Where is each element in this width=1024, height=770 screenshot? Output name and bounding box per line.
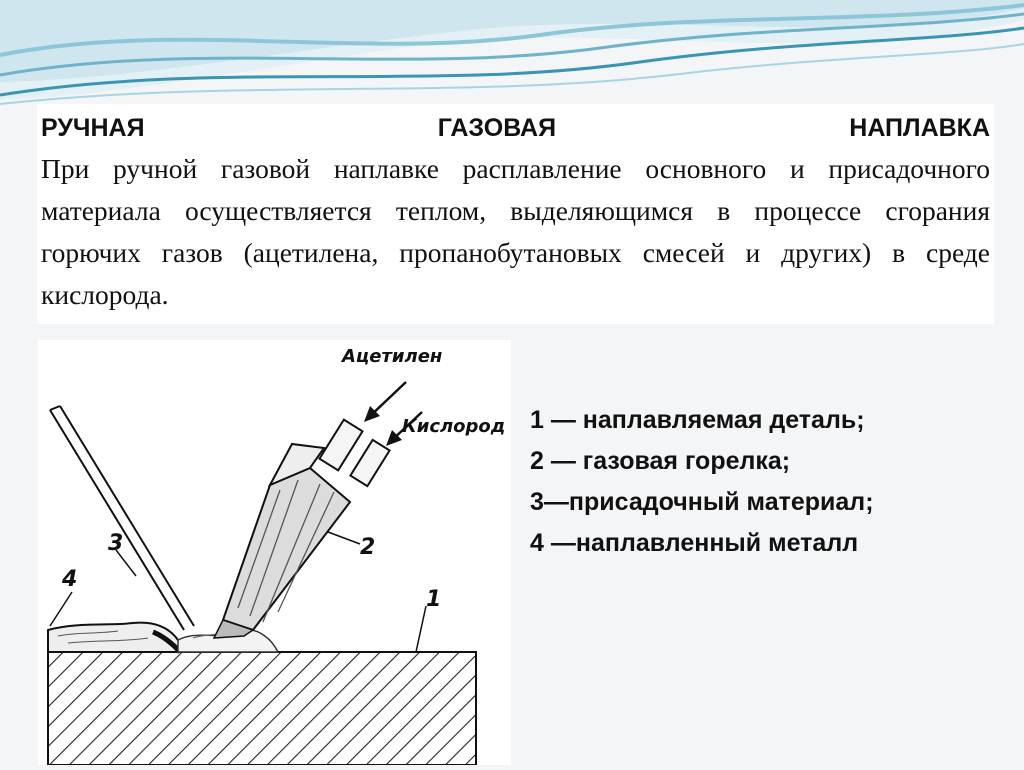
label-3: 3 [108,531,124,556]
label-4: 4 [62,567,78,592]
legend-item-2: 2 — газовая горелка; [530,447,791,475]
leader-line-1 [416,606,426,652]
intro-text-block [37,104,994,324]
label-acetylene: Ацетилен [342,346,443,367]
acetylene-arrow [364,382,406,422]
label-2: 2 [360,535,376,560]
legend-item-1: 1 — наплавляемая деталь; [530,406,865,434]
gas-surfacing-diagram [38,340,511,765]
legend-item-3: 3—присадочный материал; [530,488,874,516]
deposited-metal [48,623,188,652]
leader-line-4 [50,592,72,626]
gas-torch [214,420,390,638]
label-1: 1 [426,587,442,612]
base-part [48,652,476,765]
title-word-3: НАПЛАВКА [849,114,990,142]
diagram-legend [530,400,874,564]
title-word-1: РУЧНАЯ [41,114,145,142]
header-waves [0,0,1024,110]
label-oxygen: Кислород [402,416,506,437]
title-word-2: ГАЗОВАЯ [437,114,557,142]
legend-item-4: 4 —наплавленный металл [530,529,859,557]
slide-title [41,108,990,148]
filler-rod [50,406,194,630]
description-paragraph: При ручной газовой наплавке расплавление основного и присадочного материала осуществляется теплом, выделяющимся в процессе сгорания горючих газов (ацетилена, пропанобутановых смесей и других) в среде кислорода. [41,153,990,310]
leader-line-2 [328,532,360,544]
diagram-drawing [38,340,511,765]
